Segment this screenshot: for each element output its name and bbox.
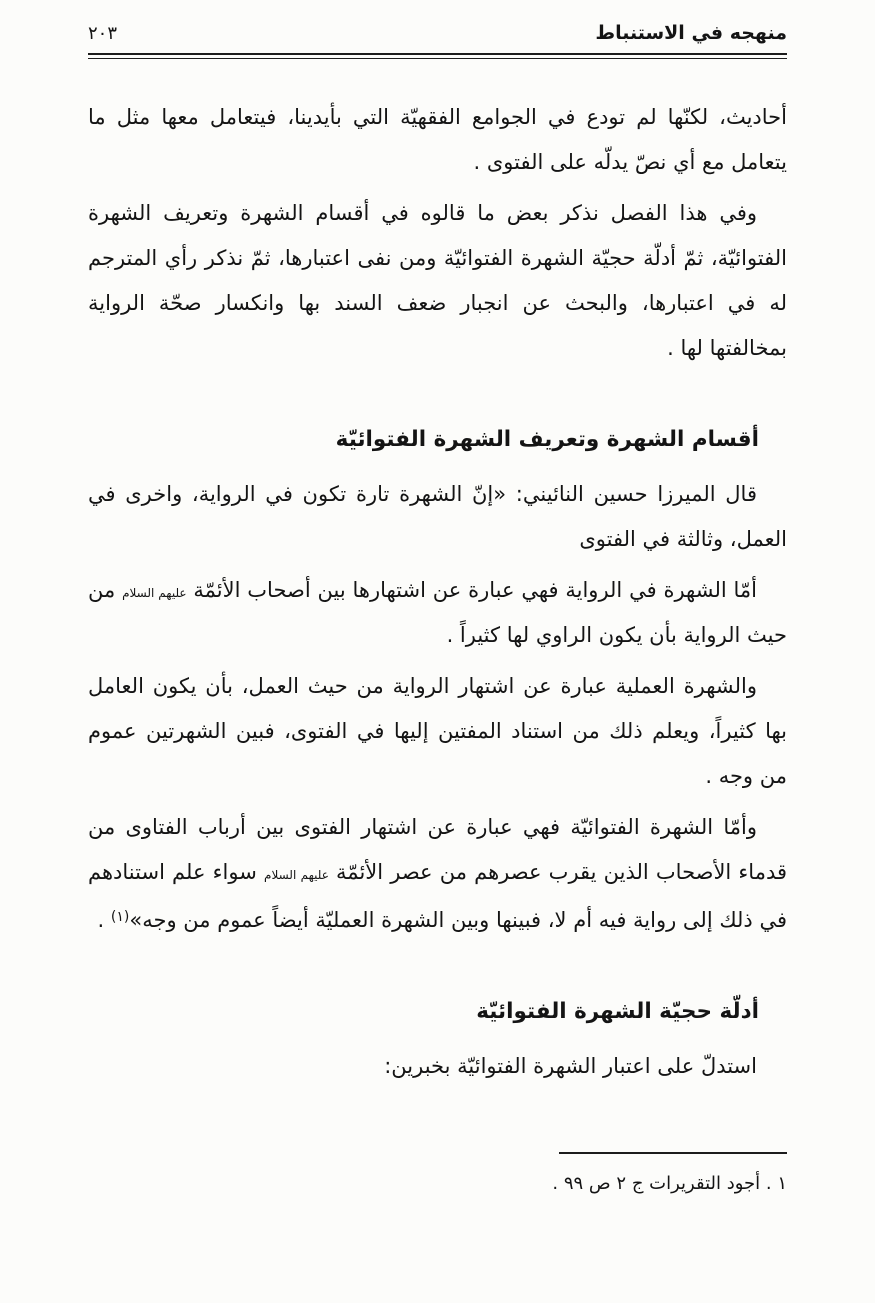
footnote-text: ١ . أجود التقريرات ج ٢ ص ٩٩ .	[552, 1173, 787, 1194]
page-header	[88, 22, 787, 44]
paragraph-text: سواء علم استنادهم في ذلك إلى رواية فيه أم لا، فبينها وبين الشهرة العمليّة أيضاً عموم من وجه»	[88, 860, 787, 932]
paragraph-shuhra-fatwaiyya	[88, 805, 787, 943]
honorific-alayhim-assalam: عليهم السلام	[264, 868, 329, 882]
paragraph-shuhra-amaliyya: والشهرة العملية عبارة عن اشتهار الرواية من حيث العمل، بأن يكون العامل بها كثيراً، ويعلم ذلك من استناد المفتين إليها في الفتوى، فبين الشهرتين عموم من وجه .	[88, 674, 787, 788]
paragraph-text: من حيث الرواية بأن يكون الراوي لها كثيراً .	[88, 578, 787, 647]
footnote-reference-1: (١)	[110, 909, 130, 925]
paragraph-text: وأمّا الشهرة الفتوائيّة فهي عبارة عن اشتهار الفتوى بين أرباب الفتاوى من قدماء الأصحاب الذين يقرب عصرهم من عصر الأئمّة	[88, 815, 788, 884]
paragraph-text: أمّا الشهرة في الرواية فهي عبارة عن اشتهارها بين أصحاب الأئمّة	[193, 578, 757, 602]
footnote-area	[88, 1152, 787, 1198]
header-rule-thick	[88, 53, 787, 55]
paragraph-naini-quote: قال الميرزا حسين النائيني: «إنّ الشهرة تارة تكون في الرواية، واخرى في العمل، وثالثة في الفتوى	[88, 482, 787, 551]
paragraph-shuhra-riwaya	[88, 568, 787, 658]
paragraph-chapter-intro: وفي هذا الفصل نذكر بعض ما قالوه في أقسام الشهرة وتعريف الشهرة الفتوائيّة، ثمّ أدلّة حجيّة الشهرة الفتوائيّة ومن نفى اعتبارها، ثمّ نذكر رأي المترجم له في اعتبارها، والبحث عن انجبار ضعف السند بها وانكسار صحّة الرواية بمخالفتها لها .	[88, 201, 787, 360]
paragraph-text: .	[97, 908, 105, 932]
paragraph-istidlal: استدلّ على اعتبار الشهرة الفتوائيّة بخبرين:	[384, 1054, 757, 1078]
running-head-title: منهجه في الاستنباط	[595, 22, 787, 44]
section-heading-adilla: أدلّة حجيّة الشهرة الفتوائيّة	[476, 999, 759, 1024]
paragraph-continuation: أحاديث، لكنّها لم تودع في الجوامع الفقهيّة التي بأيدينا، فيتعامل معها مثل ما يتعامل مع أي نصّ يدلّه على الفتوى .	[88, 105, 787, 174]
honorific-alayhim-assalam: عليهم السلام	[122, 586, 187, 600]
page-number: ٢٠٣	[88, 23, 118, 44]
body-text	[88, 95, 787, 1089]
header-rule-thin	[88, 58, 787, 59]
section-heading-aqsam: أقسام الشهرة وتعريف الشهرة الفتوائيّة	[335, 427, 759, 452]
footnote-separator-rule	[559, 1152, 787, 1154]
